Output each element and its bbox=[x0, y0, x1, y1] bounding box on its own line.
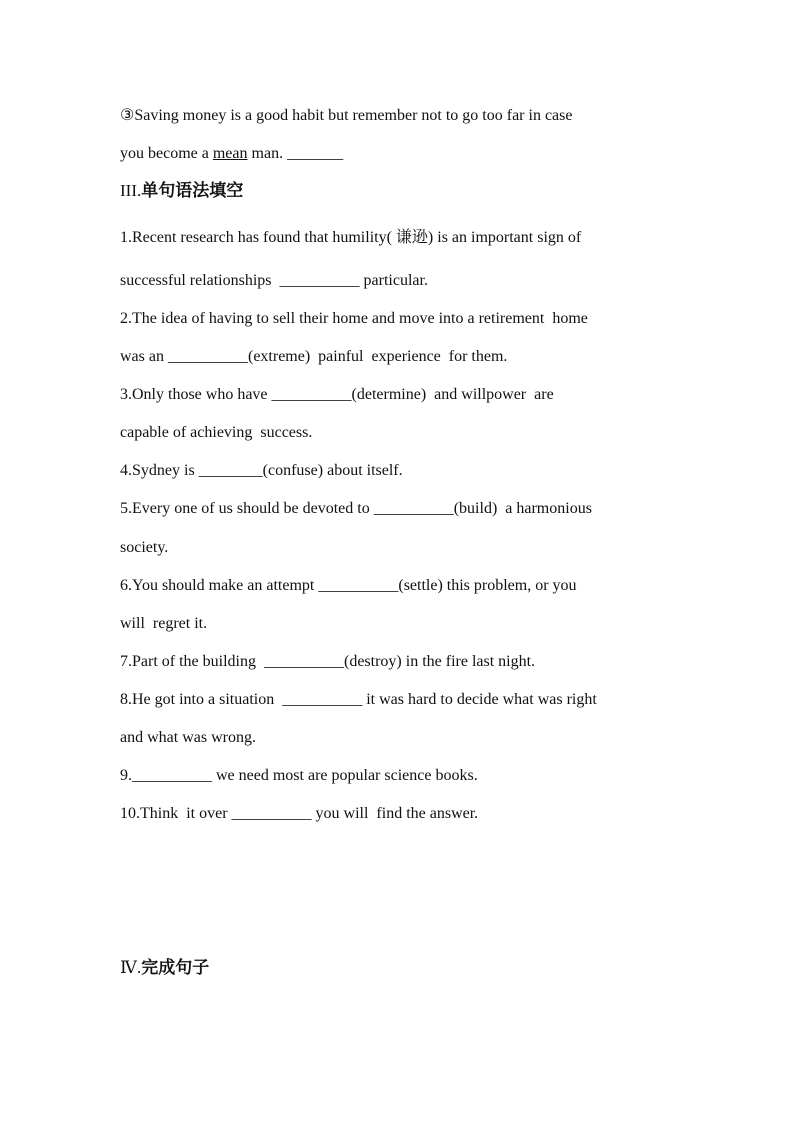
question-5-line-2: society. bbox=[120, 539, 169, 556]
exercise-3-text-before: you become a bbox=[120, 145, 213, 162]
question-2-line-2: was an __________(extreme) painful experience for them. bbox=[120, 348, 508, 365]
question-1-line-1: 1.Recent research has found that humility( 谦逊) is an important sign of bbox=[120, 229, 582, 246]
section-4-title: 完成句子 bbox=[141, 958, 210, 977]
section-4-numeral: Ⅳ. bbox=[120, 958, 142, 977]
question-8-line-1: 8.He got into a situation __________ it was hard to decide what was right bbox=[120, 691, 597, 708]
section-4-heading bbox=[120, 957, 209, 979]
section-3-title: 单句语法填空 bbox=[141, 181, 244, 200]
question-6-line-2: will regret it. bbox=[120, 615, 208, 632]
section-3-heading bbox=[120, 180, 243, 202]
exercise-3-line-1: ③Saving money is a good habit but remember not to go too far in case bbox=[120, 107, 573, 124]
question-4-line: 4.Sydney is ________(confuse) about itself. bbox=[120, 462, 403, 479]
question-1-line-2: successful relationships __________ particular. bbox=[120, 272, 428, 289]
question-3-line-1: 3.Only those who have __________(determine) and willpower are bbox=[120, 386, 554, 403]
question-7-line: 7.Part of the building __________(destroy) in the fire last night. bbox=[120, 653, 536, 670]
exercise-3-answer-blank: man. _______ bbox=[247, 145, 344, 162]
question-9-line: 9.__________ we need most are popular science books. bbox=[120, 767, 478, 784]
exercise-3-line-2 bbox=[120, 144, 343, 164]
question-8-line-2: and what was wrong. bbox=[120, 729, 256, 746]
question-10-line: 10.Think it over __________ you will find the answer. bbox=[120, 805, 479, 822]
question-5-line-1: 5.Every one of us should be devoted to __________(build) a harmonious bbox=[120, 500, 592, 517]
question-3-line-2: capable of achieving success. bbox=[120, 424, 313, 441]
question-6-line-1: 6.You should make an attempt __________(settle) this problem, or you bbox=[120, 577, 577, 594]
underlined-word: mean bbox=[212, 145, 248, 162]
section-3-numeral: III. bbox=[120, 181, 142, 200]
question-2-line-1: 2.The idea of having to sell their home and move into a retirement home bbox=[120, 310, 588, 327]
